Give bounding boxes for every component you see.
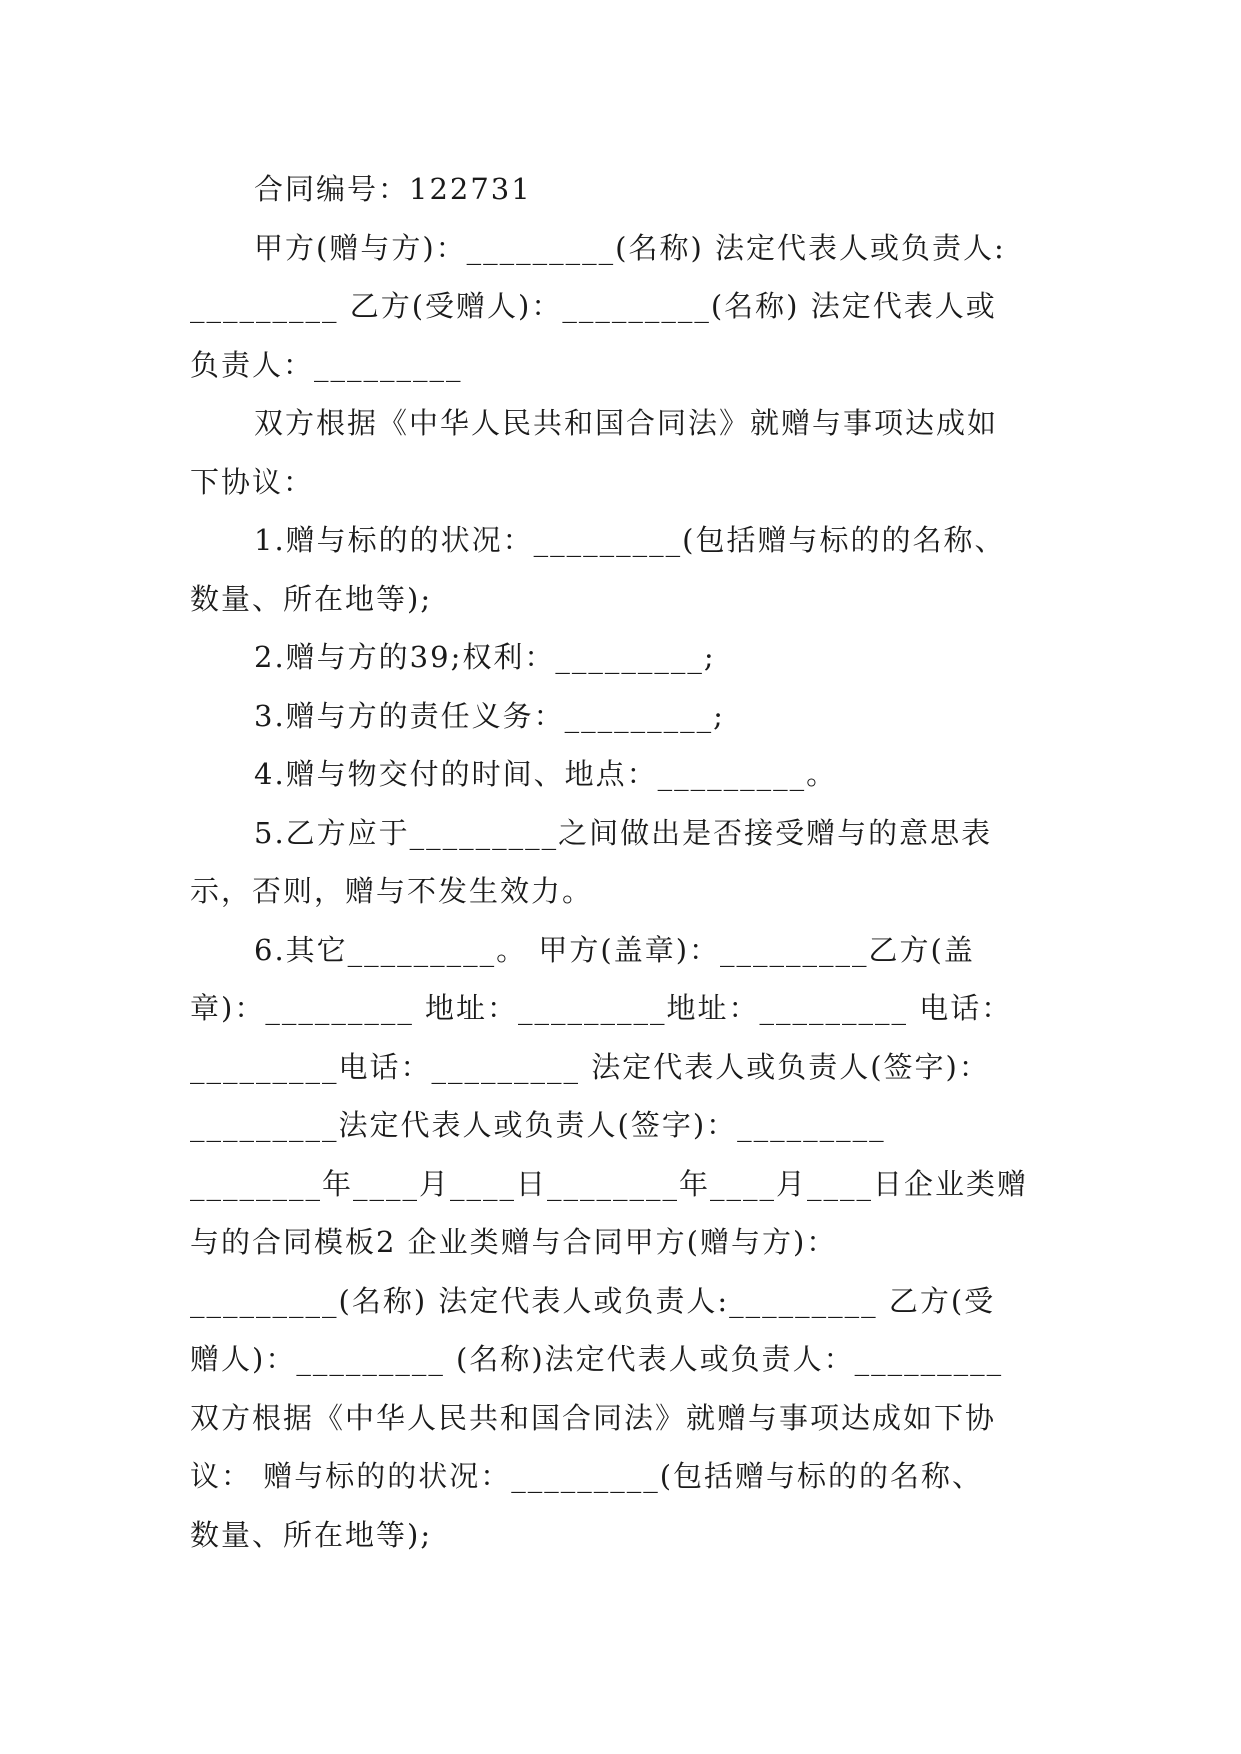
text-line: _________法定代表人或负责人(签字)：_________ [190, 1108, 886, 1142]
text-line: 数量、所在地等); [190, 581, 433, 616]
text-line: 赠人)：_________ (名称)法定代表人或负责人：_________ [190, 1342, 1004, 1376]
text-line: _________ 乙方(受赠人)：_________(名称) 法定代表人或 [190, 289, 997, 323]
text-line: 甲方(赠与方)：_________(名称) 法定代表人或负责人: [254, 230, 1006, 265]
clause-5: 5.乙方应于_________之间做出是否接受赠与的意思表 [254, 815, 993, 850]
text-line: 下协议： [190, 464, 315, 499]
text-line: _________(名称) 法定代表人或负责人:_________ 乙方(受 [190, 1283, 996, 1318]
text-line: 章)：_________ 地址：_________地址：_________ 电话： [190, 991, 1013, 1025]
text-line: 双方根据《中华人民共和国合同法》就赠与事项达成如下协 [190, 1400, 997, 1435]
text-line: 负责人：_________ [190, 347, 463, 382]
clause-6: 6.其它_________。 甲方(盖章)：_________乙方(盖 [254, 932, 975, 967]
text-line: 议： 赠与标的的状况：_________(包括赠与标的的名称、 [190, 1459, 984, 1493]
text-line: 示，否则，赠与不发生效力。 [190, 874, 594, 908]
clause-3: 3.赠与方的责任义务：_________; [254, 698, 725, 733]
contract-body [190, 160, 1050, 1564]
text-line: 双方根据《中华人民共和国合同法》就赠与事项达成如 [254, 406, 999, 440]
text-line: 数量、所在地等); [190, 1517, 433, 1552]
text-line: _________电话：_________ 法定代表人或负责人(签字)： [190, 1049, 990, 1084]
contract-number: 合同编号：122731 [254, 172, 532, 206]
date-line: ________年____月____日________年____月____日企业类赠 [190, 1166, 1029, 1201]
text-line: 与的合同模板2 企业类赠与合同甲方(赠与方)： [190, 1225, 838, 1259]
clause-2: 2.赠与方的39;权利：_________; [254, 640, 716, 674]
clause-1: 1.赠与标的的状况：_________(包括赠与标的的名称、 [254, 523, 1006, 557]
clause-4: 4.赠与物交付的时间、地点：_________。 [254, 757, 838, 791]
